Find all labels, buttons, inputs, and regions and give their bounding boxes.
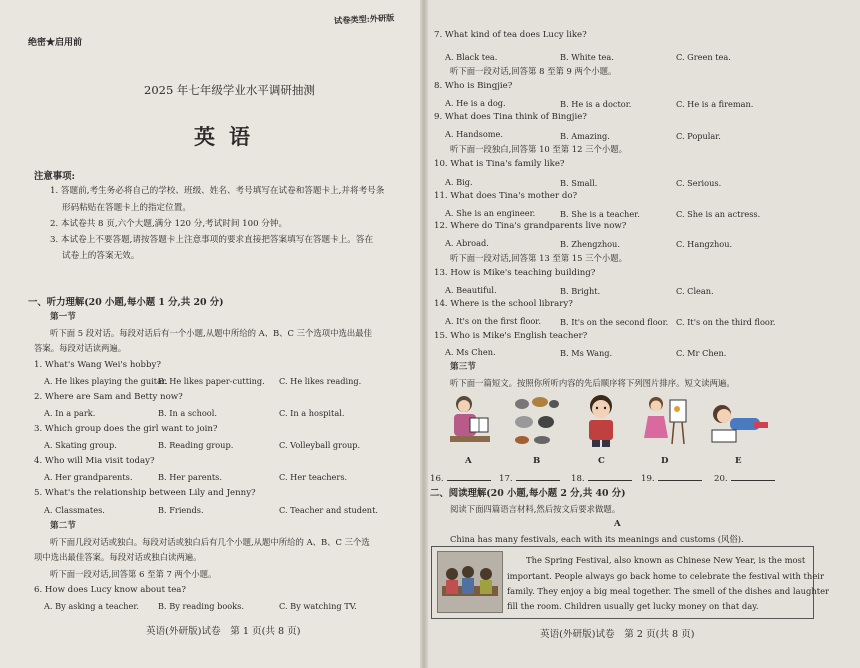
section1-label: 第一节 — [50, 312, 76, 322]
section1-instruction: 答案。每段对话读两遍。 — [34, 343, 127, 353]
option-b: B. Bright. — [560, 286, 601, 296]
picture-label: A — [465, 456, 472, 466]
painting-girl-picture — [640, 392, 690, 448]
question-text: 11. What does Tina's mother do? — [434, 191, 578, 201]
option-a: A. Handsome. — [445, 129, 503, 139]
exam-title: 2025 年七年级学业水平调研抽测 — [144, 83, 315, 97]
option-b: B. He likes paper-cutting. — [158, 376, 265, 386]
answer-blank: 19. — [641, 472, 702, 485]
notice-line: 3. 本试卷上不要答题,请按答题卡上注意事项的要求直接把答案填写在答题卡上。答在 — [50, 235, 374, 245]
question-text: 3. Which group does the girl want to join? — [34, 424, 218, 434]
confidential-label: 绝密★启用前 — [28, 38, 83, 48]
option-c: C. Mr Chen. — [676, 348, 727, 358]
option-c: C. Popular. — [676, 131, 721, 141]
option-b: B. Small. — [560, 178, 598, 188]
passage-line: fill the room. Children usually get lucky money on that day. — [507, 601, 759, 611]
question-text: 13. How is Mike's teaching building? — [434, 268, 596, 278]
option-c: C. Clean. — [676, 286, 714, 296]
answer-blank: 20. — [714, 472, 775, 485]
option-b: B. Her parents. — [158, 472, 222, 482]
option-a: A. He likes playing the guitar. — [44, 376, 168, 386]
picture-label: B — [533, 456, 541, 466]
option-c: C. By watching TV. — [279, 601, 357, 611]
listening-note: 听下面一段对话,回答第 8 至第 9 两个小题。 — [450, 66, 617, 76]
passage-letter: A — [614, 519, 621, 529]
picture-label: C — [598, 456, 605, 466]
subject-title: 英语 — [194, 124, 264, 149]
option-b: B. Ms Wang. — [560, 348, 613, 358]
section2-instruction: 项中选出最佳答案。每段对话或独白读两遍。 — [34, 552, 202, 562]
option-c: C. Serious. — [676, 178, 722, 188]
question-text: 7. What kind of tea does Lucy like? — [434, 30, 587, 40]
section2-label: 第二节 — [50, 521, 76, 531]
part1-heading: 一、听力理解(20 小题,每小题 1 分,共 20 分) — [28, 297, 224, 308]
option-a: A. Skating group. — [44, 440, 117, 450]
passage-line: important. People always go back home to celebrate the festival with their — [507, 571, 824, 581]
option-a: A. Ms Chen. — [445, 347, 496, 357]
reading-girl-picture — [444, 392, 496, 448]
option-a: A. In a park. — [44, 408, 96, 418]
question-text: 1. What's Wang Wei's hobby? — [34, 360, 162, 370]
option-b: B. In a school. — [158, 408, 217, 418]
option-b: B. She is a teacher. — [560, 209, 640, 219]
option-c: C. Volleyball group. — [279, 440, 361, 450]
option-a: A. It's on the first floor. — [445, 316, 541, 326]
question-text: 10. What is Tina's family like? — [434, 159, 565, 169]
option-b: B. White tea. — [560, 52, 614, 62]
option-c: C. She is an actress. — [676, 209, 761, 219]
section3-instruction: 听下面一篇短文。按照你所听内容的先后顺序将下列图片排序。短文读两遍。 — [450, 378, 735, 388]
option-a: A. Abroad. — [445, 238, 489, 248]
boy-picture — [576, 392, 626, 448]
option-a: A. Big. — [445, 177, 473, 187]
option-c: C. He likes reading. — [279, 376, 362, 386]
animals-picture — [510, 392, 562, 448]
option-b: B. It's on the second floor. — [560, 317, 669, 327]
option-c: C. In a hospital. — [279, 408, 345, 418]
option-b: B. He is a doctor. — [560, 99, 632, 109]
section1-instruction: 听下面 5 段对话。每段对话后有一个小题,从题中所给的 A、B、C 三个选项中选出最佳 — [50, 328, 372, 338]
option-a: A. He is a dog. — [445, 98, 506, 108]
option-b: B. By reading books. — [158, 601, 244, 611]
question-text: 14. Where is the school library? — [434, 299, 573, 309]
question-text: 6. How does Lucy know about tea? — [34, 585, 187, 595]
option-b: B. Friends. — [158, 505, 204, 515]
question-text: 12. Where do Tina's grandparents live now? — [434, 221, 627, 231]
part2-heading: 二、阅读理解(20 小题,每小题 2 分,共 40 分) — [430, 488, 626, 499]
question-text: 2. Where are Sam and Betty now? — [34, 392, 183, 402]
option-a: A. Black tea. — [445, 52, 498, 62]
section2-subnote: 听下面一段对话,回答第 6 至第 7 两个小题。 — [50, 569, 217, 579]
question-text: 5. What's the relationship between Lily and Jenny? — [34, 488, 256, 498]
option-c: C. Green tea. — [676, 52, 731, 62]
answer-blank: 18. — [571, 472, 632, 485]
part2-instruction: 阅读下面四篇语言材料,然后按文后要求做题。 — [450, 504, 621, 514]
page-footer: 英语(外研版)试卷 第 1 页(共 8 页) — [146, 626, 301, 637]
page-footer: 英语(外研版)试卷 第 2 页(共 8 页) — [540, 629, 695, 640]
section3-label: 第三节 — [450, 362, 476, 372]
paper-type-label: 试卷类型:外研版 — [333, 12, 395, 26]
option-a: A. Beautiful. — [445, 285, 497, 295]
passage-intro: China has many festivals, each with its meanings and customs (风俗). — [450, 534, 744, 544]
question-text: 8. Who is Bingjie? — [434, 81, 513, 91]
notice-line: 2. 本试卷共 8 页,六个大题,满分 120 分,考试时间 100 分钟。 — [50, 219, 288, 229]
option-a: A. By asking a teacher. — [44, 601, 139, 611]
option-c: C. He is a fireman. — [676, 99, 754, 109]
listening-note: 听下面一段独白,回答第 10 至第 12 三个小题。 — [450, 144, 627, 154]
question-text: 9. What does Tina think of Bingjie? — [434, 112, 587, 122]
notice-line: 1. 答题前,考生务必将自己的学校、班级、姓名、考号填写在试卷和答题卡上,并将考号条 — [50, 186, 385, 196]
lying-girl-picture — [706, 392, 770, 448]
festival-photo — [437, 551, 503, 613]
option-a: A. Classmates. — [44, 505, 105, 515]
notice-heading: 注意事项: — [34, 171, 75, 182]
option-b: B. Reading group. — [158, 440, 234, 450]
picture-label: D — [661, 456, 669, 466]
picture-label: E — [735, 456, 742, 466]
section2-instruction: 听下面几段对话或独白。每段对话或独白后有几个小题,从题中所给的 A、B、C 三个选 — [50, 537, 370, 547]
option-c: C. It's on the third floor. — [676, 317, 776, 327]
answer-blank: 17. — [499, 472, 560, 485]
question-text: 4. Who will Mia visit today? — [34, 456, 155, 466]
notice-line: 试卷上的答案无效。 — [62, 251, 140, 261]
option-b: B. Zhengzhou. — [560, 239, 620, 249]
option-a: A. She is an engineer. — [445, 208, 536, 218]
page-fold — [420, 0, 428, 668]
question-text: 15. Who is Mike's English teacher? — [434, 331, 588, 341]
passage-line: family. They enjoy a big meal together. The smell of the dishes and laughter — [507, 586, 830, 596]
option-b: B. Amazing. — [560, 131, 610, 141]
option-c: C. Her teachers. — [279, 472, 348, 482]
option-c: C. Hangzhou. — [676, 239, 733, 249]
passage-line: The Spring Festival, also known as Chinese New Year, is the most — [526, 555, 806, 565]
notice-line: 形码粘贴在答题卡上的指定位置。 — [62, 203, 191, 213]
option-a: A. Her grandparents. — [44, 472, 133, 482]
option-c: C. Teacher and student. — [279, 505, 378, 515]
answer-blank: 16. — [430, 472, 491, 485]
listening-note: 听下面一段对话,回答第 13 至第 15 三个小题。 — [450, 253, 627, 263]
